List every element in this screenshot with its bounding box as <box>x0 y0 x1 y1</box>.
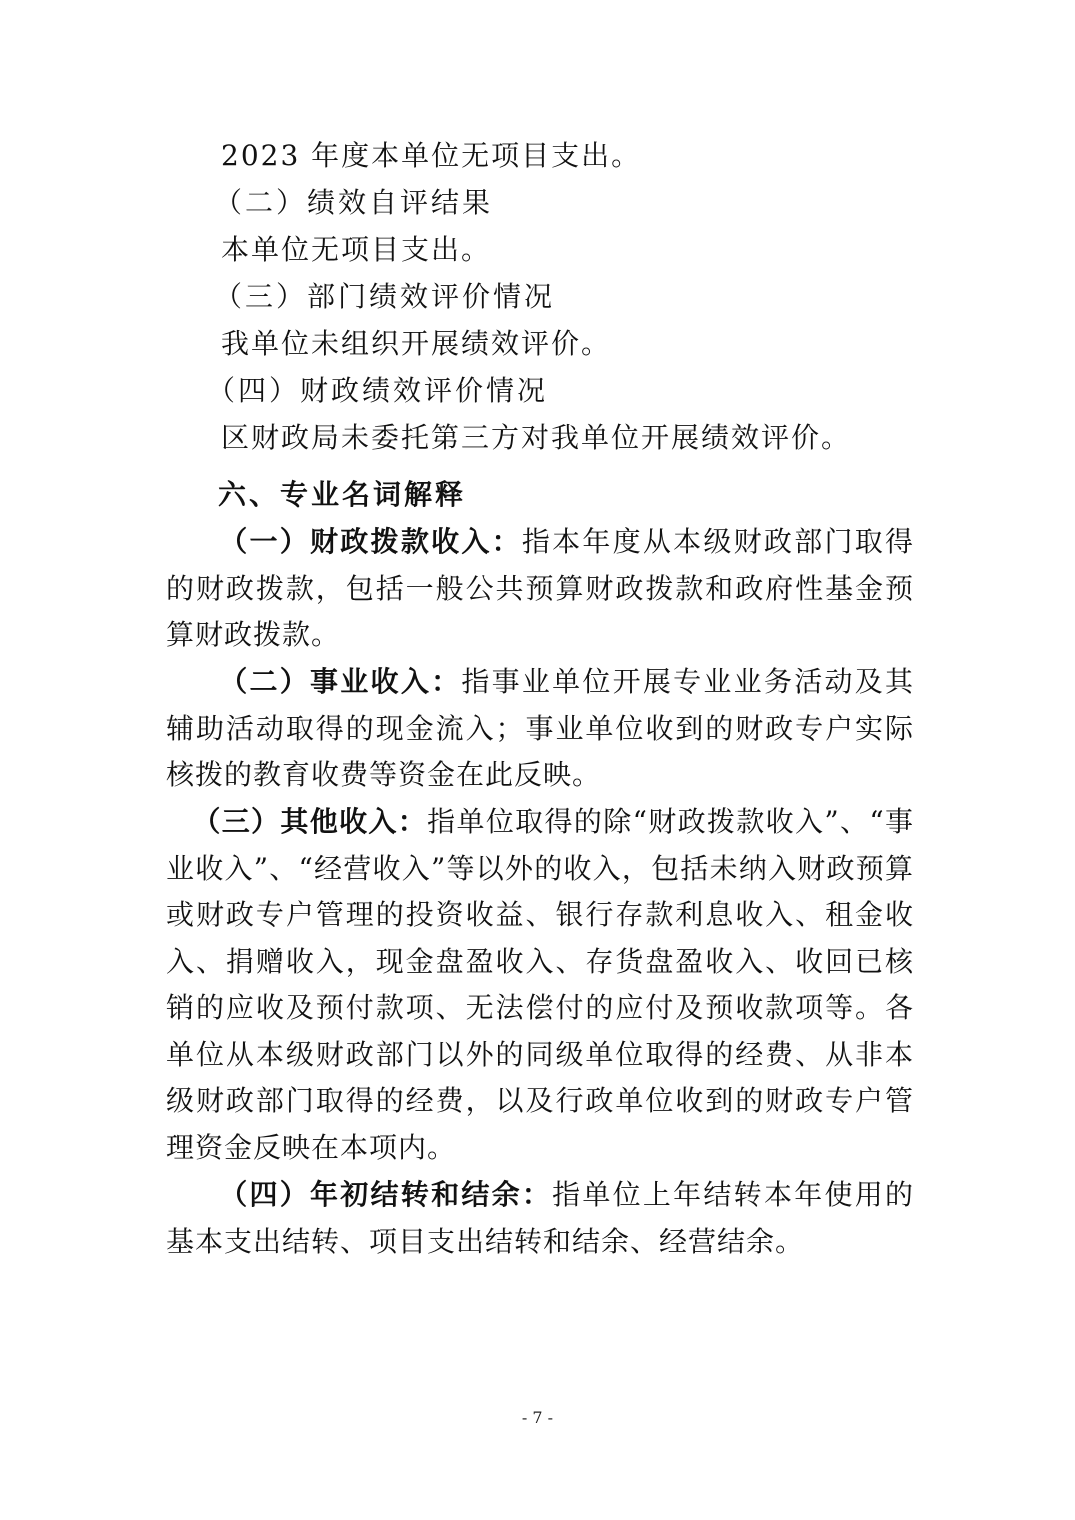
section-title-glossary: 六、专业名词解释 <box>218 478 467 511</box>
department-evaluation-text: 我单位未组织开展绩效评价。 <box>221 327 612 360</box>
definition-text: 指单位上年结转本年使用的基本支出结转、项目支出结转和结余、经营结余。 <box>166 1178 914 1258</box>
heading-self-evaluation: （二）绩效自评结果 <box>214 186 494 219</box>
definition-term: （四）年初结转和结余： <box>218 1178 553 1211</box>
definition-business-income <box>166 659 914 799</box>
definition-other-income <box>166 799 914 1171</box>
definition-text: 指事业单位开展专业业务活动及其辅助活动取得的现金流入；事业单位收到的财政专户实际核拨的教育收费等资金在此反映。 <box>166 665 914 791</box>
definition-term: （三）其他收入： <box>192 805 428 838</box>
finance-evaluation-text: 区财政局未委托第三方对我单位开展绩效评价。 <box>221 421 852 454</box>
page-number: - 7 - <box>521 1408 554 1427</box>
definition-carryover-balance <box>166 1172 914 1265</box>
definition-text: 指本年度从本级财政部门取得的财政拨款，包括一般公共预算财政拨款和政府性基金预算财政拨款。 <box>166 525 914 651</box>
heading-finance-evaluation: （四）财政绩效评价情况 <box>207 374 549 407</box>
no-project-expenditure-line: 2023 年度本单位无项目支出。 <box>221 139 642 172</box>
definition-term: （一）财政拨款收入： <box>218 525 522 558</box>
definition-term: （二）事业收入： <box>218 665 462 698</box>
definition-text: 指单位取得的除“财政拨款收入”、“事业收入”、“经营收入”等以外的收入，包括未纳入财政预算或财政专户管理的投资收益、银行存款利息收入、租金收入、捐赠收入，现金盘盈收入、存货盘盈收入、收回已核销的应收及预付款项、无法偿付的应付及预收款项等。各单位从本级财政部门以外的同级单位取得的经费、从非本级财政部门取得的经费，以及行政单位收到的财政专户管理资金反映在本项内。 <box>166 805 914 1164</box>
self-evaluation-text: 本单位无项目支出。 <box>221 233 492 266</box>
heading-department-evaluation: （三）部门绩效评价情况 <box>214 280 556 313</box>
definition-fiscal-appropriation <box>166 519 914 659</box>
